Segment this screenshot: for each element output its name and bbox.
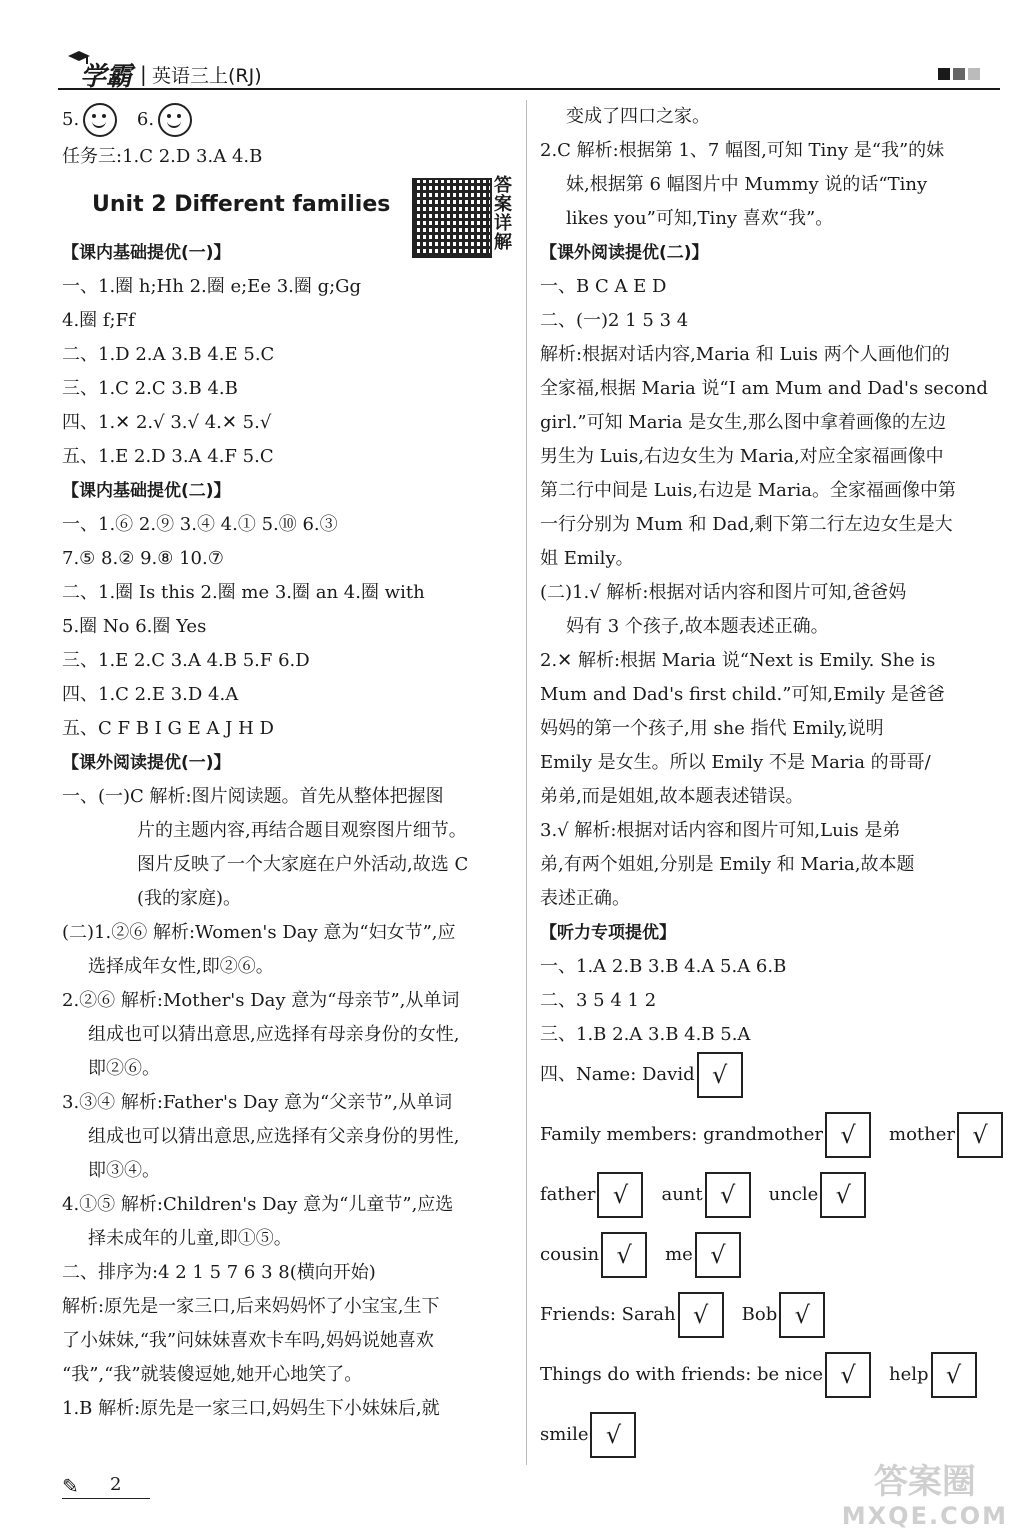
answer-line: 一、1.圈 h;Hh 2.圈 e;Ee 3.圈 g;Gg [62, 276, 362, 297]
answer-line: 图片反映了一个大家庭在户外活动,故选 C [137, 854, 469, 875]
answer-line: 解析:原先是一家三口,后来妈妈怀了小宝宝,生下 [62, 1296, 440, 1317]
answer-line: 第二行中间是 Luis,右边是 Maria。全家福画像中第 [540, 480, 956, 501]
checkmark-box: √ [697, 1052, 743, 1098]
page-footer [62, 1470, 152, 1500]
header-separator: | [140, 62, 147, 86]
answer-line: 妈有 3 个孩子,故本题表述正确。 [566, 616, 829, 637]
header-subtitle: 英语三上(RJ) [152, 65, 262, 87]
answer-line: 一、B C A E D [540, 276, 667, 297]
answer-line: 4.圈 f;Ff [62, 310, 135, 331]
checkmark-box: √ [931, 1352, 977, 1398]
right-answer-lines [540, 100, 1000, 1052]
answer-line: 全家福,根据 Maria 说“I am Mum and Dad's second [540, 378, 988, 399]
answer-line: 一、1.⑥ 2.⑨ 3.④ 4.① 5.⑩ 6.③ [62, 514, 338, 535]
answer-line: 二、排序为:4 2 1 5 7 6 3 8(横向开始) [62, 1262, 376, 1283]
listening-checklist [540, 1052, 1000, 1472]
brand-text: 学霸 [80, 62, 133, 92]
answer-line: 3.√ 解析:根据对话内容和图片可知,Luis 是弟 [540, 820, 901, 841]
page-header [58, 52, 1000, 92]
answer-line: (二)1.√ 解析:根据对话内容和图片可知,爸爸妈 [540, 582, 907, 603]
watermark: 答案圈 MXQE.COM [841, 1462, 1008, 1530]
right-column [540, 100, 1000, 1472]
answer-line: 片的主题内容,再结合题目观察图片细节。 [137, 820, 467, 841]
checklist-label: aunt [661, 1184, 703, 1205]
answer-line: 二、1.圈 Is this 2.圈 me 3.圈 an 4.圈 with [62, 582, 425, 603]
checklist-label: help [889, 1364, 929, 1385]
answer-line: 男生为 Luis,右边女生为 Maria,对应全家福画像中 [540, 446, 944, 467]
graduation-cap-icon [66, 50, 92, 66]
answer-line: 姐 Emily。 [540, 548, 634, 569]
page-number: 2 [110, 1474, 122, 1495]
answer-line: 三、1.C 2.C 3.B 4.B [62, 378, 238, 399]
checkmark-box: √ [957, 1112, 1003, 1158]
checklist-row [540, 1232, 1000, 1292]
answer-line: (我的家庭)。 [137, 888, 242, 909]
checklist-row [540, 1352, 1000, 1412]
answer-line: “我”,“我”就装傻逗她,她开心地笑了。 [62, 1364, 363, 1385]
checkmark-box: √ [590, 1412, 636, 1458]
answer-line: 选择成年女性,即②⑥。 [88, 956, 274, 977]
pencil-icon: ✎ [62, 1474, 79, 1498]
checklist-row [540, 1292, 1000, 1352]
answer-line: 组成也可以猜出意思,应选择有父亲身份的男性, [88, 1126, 460, 1147]
answer-line: 妹,根据第 6 幅图片中 Mummy 说的话“Tiny [566, 174, 928, 195]
answer-line: 一行分别为 Mum 和 Dad,剩下第二行左边女生是大 [540, 514, 953, 535]
qr-code[interactable] [412, 178, 492, 258]
answer-line: 三、1.E 2.C 3.A 4.B 5.F 6.D [62, 650, 310, 671]
checklist-label: Friends: Sarah [540, 1304, 676, 1325]
answer-line: 组成也可以猜出意思,应选择有母亲身份的女性, [88, 1024, 460, 1045]
section-heading: 【听力专项提优】 [540, 923, 676, 943]
smiley-face-icon [158, 103, 192, 137]
answer-line: 5.圈 No 6.圈 Yes [62, 616, 207, 637]
answer-line: 四、1.C 2.E 3.D 4.A [62, 684, 239, 705]
section-heading: 【课内基础提优(二)】 [62, 481, 231, 501]
footer-rule [62, 1498, 150, 1499]
checklist-label: mother [889, 1124, 956, 1145]
checklist-row [540, 1172, 1000, 1232]
section-heading: 【课外阅读提优(一)】 [62, 753, 231, 773]
answer-line: 1.B 解析:原先是一家三口,妈妈生下小妹妹后,就 [62, 1398, 440, 1419]
answer-line: 五、C F B I G E A J H D [62, 718, 274, 739]
checklist-label: Family members: grandmother [540, 1124, 824, 1145]
answer-line: 2.②⑥ 解析:Mother's Day 意为“母亲节”,从单词 [62, 990, 460, 1011]
answer-line: 2.✕ 解析:根据 Maria 说“Next is Emily. She is [540, 650, 936, 671]
answer-line: 表述正确。 [540, 888, 630, 909]
answer-line: 4.①⑤ 解析:Children's Day 意为“儿童节”,应选 [62, 1194, 454, 1215]
checkmark-box: √ [820, 1172, 866, 1218]
checklist-label: Things do with friends: be nice [540, 1364, 824, 1385]
answer-line: 妈妈的第一个孩子,用 she 指代 Emily,说明 [540, 718, 884, 739]
answer-line: 解析:根据对话内容,Maria 和 Luis 两个人画他们的 [540, 344, 950, 365]
section-heading: 【课外阅读提优(二)】 [540, 243, 709, 263]
checklist-label: 四、Name: David [540, 1064, 695, 1085]
answer-line: 7.⑤ 8.② 9.⑧ 10.⑦ [62, 548, 224, 569]
checkmark-box: √ [695, 1232, 741, 1278]
answer-line: Emily 是女生。所以 Emily 不是 Maria 的哥哥/ [540, 752, 931, 773]
header-rule [58, 88, 1000, 90]
answer-line: 五、1.E 2.D 3.A 4.F 5.C [62, 446, 274, 467]
answer-line: 即②⑥。 [88, 1058, 160, 1079]
answer-line: 二、1.D 2.A 3.B 4.E 5.C [62, 344, 275, 365]
checkmark-box: √ [825, 1352, 871, 1398]
answer-line: (二)1.②⑥ 解析:Women's Day 意为“妇女节”,应 [62, 922, 456, 943]
answer-line: 3.③④ 解析:Father's Day 意为“父亲节”,从单词 [62, 1092, 453, 1113]
answer-line: Mum and Dad's first child.”可知,Emily 是爸爸 [540, 684, 945, 705]
checkmark-box: √ [678, 1292, 724, 1338]
answer-line: likes you”可知,Tiny 喜欢“我”。 [566, 208, 834, 229]
section-heading: 【课内基础提优(一)】 [62, 243, 231, 263]
answer-line: 一、(一)C 解析:图片阅读题。首先从整体把握图 [62, 786, 444, 807]
answer-line: 2.C 解析:根据第 1、7 幅图,可知 Tiny 是“我”的妹 [540, 140, 945, 161]
checklist-label: Bob [741, 1304, 778, 1325]
checkmark-box: √ [825, 1112, 871, 1158]
answer-line: 了小妹妹,“我”问妹妹喜欢卡车吗,妈妈说她喜欢 [62, 1330, 434, 1351]
checkmark-box: √ [597, 1172, 643, 1218]
checklist-label: smile [540, 1424, 589, 1445]
answer-line: 变成了四口之家。 [566, 106, 710, 127]
smiley-face-icon [83, 103, 117, 137]
answer-line: girl.”可知 Maria 是女生,那么图中拿着画像的左边 [540, 412, 946, 433]
answer-line: 三、1.B 2.A 3.B 4.B 5.A [540, 1024, 751, 1045]
checklist-label: me [665, 1244, 693, 1265]
left-answer-lines [62, 236, 518, 1426]
answer-line: 四、1.✕ 2.√ 3.√ 4.✕ 5.√ [62, 412, 272, 433]
answer-line: 二、(一)2 1 5 3 4 [540, 310, 689, 331]
column-divider [526, 100, 527, 1465]
header-squares [938, 68, 980, 80]
checklist-label: father [540, 1184, 596, 1205]
answer-line: 一、1.A 2.B 3.B 4.A 5.A 6.B [540, 956, 787, 977]
checklist-row [540, 1112, 1000, 1172]
checklist-label: cousin [540, 1244, 600, 1265]
qr-caption: 答案详解 [494, 175, 512, 253]
answer-line: 弟,有两个姐姐,分别是 Emily 和 Maria,故本题 [540, 854, 915, 875]
task-three-answers: 任务三:1.C 2.D 3.A 4.B [62, 146, 263, 167]
answer-line: 弟弟,而是姐姐,故本题表述错误。 [540, 786, 804, 807]
answer-line: 即③④。 [88, 1160, 160, 1181]
checkmark-box: √ [601, 1232, 647, 1278]
smiley-row: 5. 6. [62, 100, 518, 140]
answer-line: 择未成年的儿童,即①⑤。 [88, 1228, 292, 1249]
unit-title: Unit 2 Different families [92, 192, 391, 217]
checkmark-box: √ [705, 1172, 751, 1218]
checklist-row [540, 1052, 1000, 1112]
checkmark-box: √ [779, 1292, 825, 1338]
checklist-label: uncle [768, 1184, 819, 1205]
answer-line: 二、3 5 4 1 2 [540, 990, 657, 1011]
left-column [62, 100, 518, 1426]
